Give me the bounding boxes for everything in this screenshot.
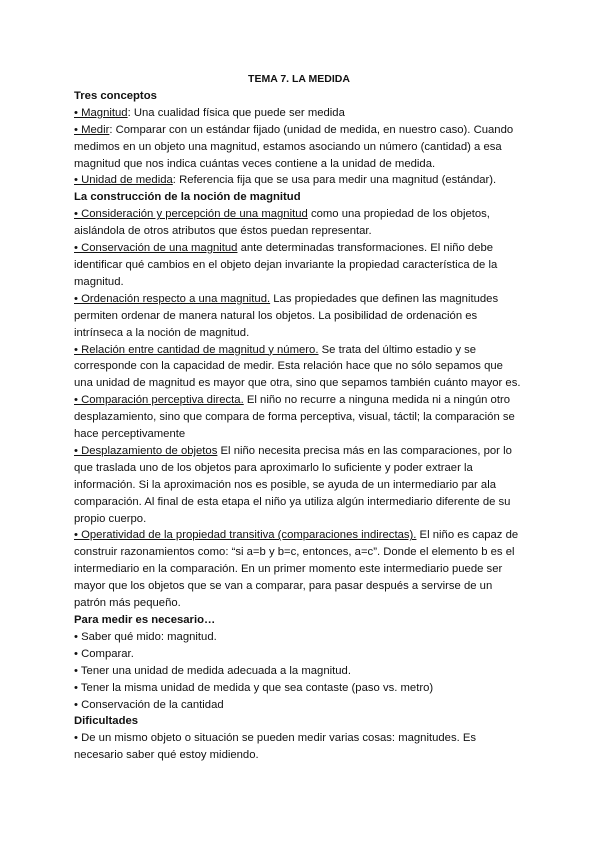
paragraph-text: • Comparar. <box>74 647 134 660</box>
term: • Conservación de una magnitud <box>74 242 238 255</box>
paragraph-text: • De un mismo objeto o situación se pueden medir varias cosas: magnitudes. Es necesario saber qué estoy midiendo. <box>74 732 477 762</box>
term: • Medir <box>74 123 110 136</box>
paragraph-text: • Tener una unidad de medida adecuada a la magnitud. <box>74 664 351 677</box>
paragraph-text: : Una cualidad física que puede ser medida <box>127 106 345 119</box>
paragraph-text: Se trata del último estadio y se corresponde con la capacidad de medir. Esta relación hace que no sólo sepamos que una unidad de magnitud es mayor que otra, sino que sepamos también cuánto mayor es. <box>74 343 521 390</box>
paragraph <box>74 629 524 646</box>
paragraph <box>74 392 524 443</box>
paragraph-text: • Conservación de la cantidad <box>74 698 224 711</box>
paragraph <box>74 697 524 714</box>
paragraph-text: El niño necesita precisa más en las comparaciones, por lo que traslada uno de los objetos para aproximarlo lo suficiente y poder extraer la información. Si la aproximación nos es posible, se ayuda de un intermediario par ala comparación. Al final de esta etapa el niño ya utiliza algún intermediario diferente de su propio cuerpo. <box>74 444 512 525</box>
paragraph <box>74 206 524 240</box>
paragraph-text: • Saber qué mido: magnitud. <box>74 630 217 643</box>
section-heading: Para medir es necesario… <box>74 614 216 626</box>
paragraph <box>74 172 524 189</box>
paragraph <box>74 291 524 342</box>
section-heading: Dificultades <box>74 715 139 728</box>
section-heading: La construcción de la noción de magnitud <box>74 191 301 204</box>
paragraph-text: como una propiedad de los objetos, aislándola de otros atributos que éstos puedan representar. <box>74 208 490 238</box>
paragraph <box>74 730 524 764</box>
paragraph-text: ante determinadas transformaciones. El niño debe identificar qué cambios en el objeto dejan invariante la propiedad característica de la magnitud. <box>74 242 498 288</box>
paragraph <box>74 680 524 697</box>
paragraph-text: : Referencia fija que se usa para medir una magnitud (estándar). <box>172 174 497 187</box>
paragraph-text: El niño es capaz de construir razonamientos como: “si a=b y b=c, entonces, a=c”. Donde el elemento b es el intermediario en la comparación. En un primer momento este intermediario puede ser mayor que los objetos que se van a comparar, para pasar después a servirse de un patrón más pequeño. <box>74 529 519 610</box>
paragraph <box>74 122 524 173</box>
term: • Unidad de medida <box>74 174 173 187</box>
paragraph <box>74 240 524 291</box>
term: • Relación entre cantidad de magnitud y número. <box>74 343 319 356</box>
term: • Desplazamiento de objetos <box>74 444 218 457</box>
paragraph <box>74 342 524 393</box>
paragraph <box>74 443 524 528</box>
paragraph-text: : Comparar con un estándar fijado (unidad de medida, en nuestro caso). Cuando medimos en un objeto una magnitud, estamos asociando un número (cantidad) a esa magnitud que nos indica cuántas veces contiene a la unidad de medida. <box>74 123 514 170</box>
paragraph-text: • Tener la misma unidad de medida y que sea contaste (paso vs. metro) <box>74 681 434 694</box>
paragraph <box>74 663 524 680</box>
term: • Ordenación respecto a una magnitud. <box>74 292 271 305</box>
term: • Operatividad de la propiedad transitiva (comparaciones indirectas). <box>74 529 417 542</box>
section-heading: Tres conceptos <box>74 89 157 102</box>
paragraph <box>74 527 524 612</box>
paragraph-text: El niño no recurre a ninguna medida ni a ningún otro desplazamiento, sino que compara de forma perceptiva, visual, táctil; la comparación se hace perceptivamente <box>74 394 515 441</box>
document-title: TEMA 7. LA MEDIDA <box>248 73 350 85</box>
paragraph <box>74 646 524 663</box>
document-body <box>74 88 524 764</box>
term: • Magnitud <box>74 106 128 119</box>
term: • Consideración y percepción de una magnitud <box>74 208 308 221</box>
paragraph <box>74 105 524 122</box>
document-page <box>74 71 524 764</box>
paragraph-text: Las propiedades que definen las magnitudes permiten ordenar de manera natural los objetos. La posibilidad de ordenación es intrínseca a la noción de magnitud. <box>74 292 499 339</box>
term: • Comparación perceptiva directa. <box>74 394 244 407</box>
